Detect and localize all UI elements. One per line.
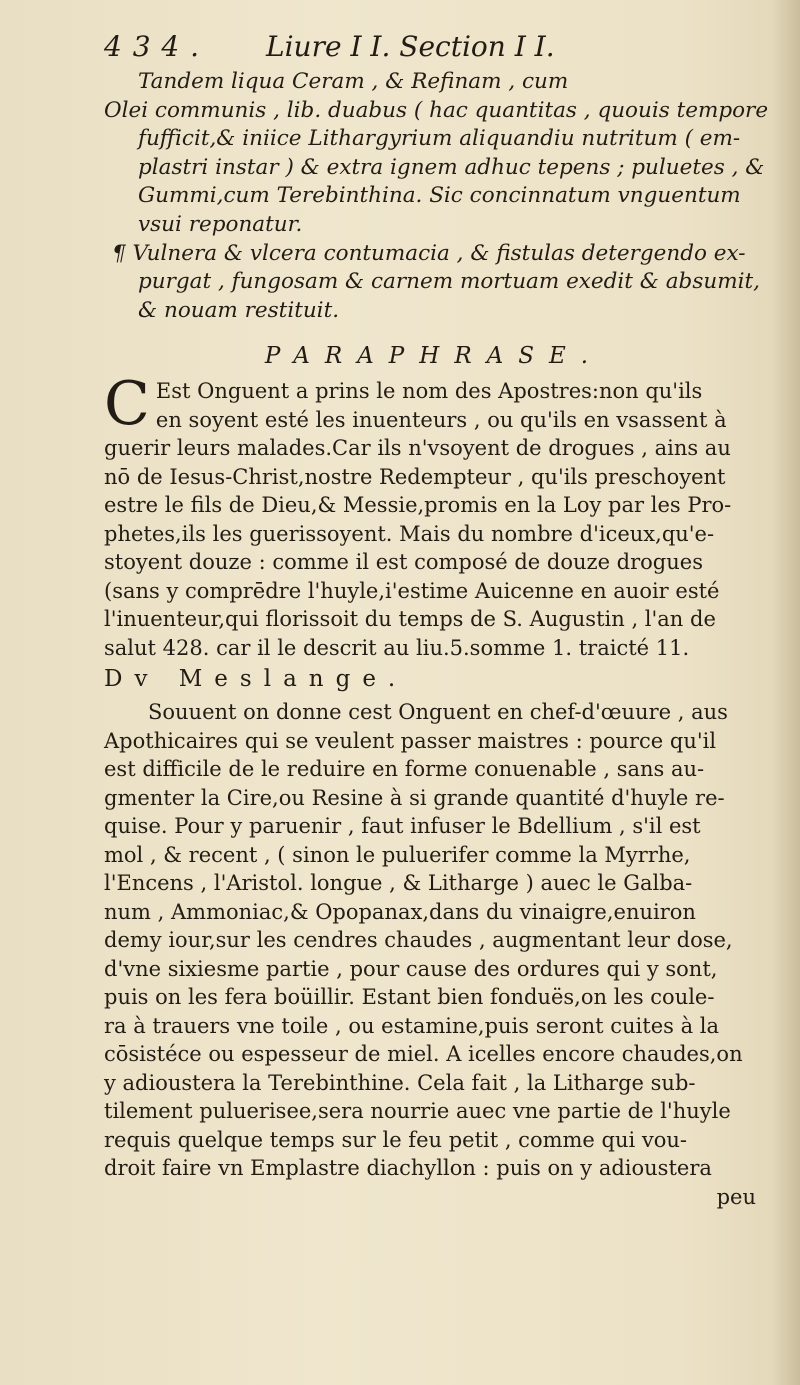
text-line: plastri instar ) & extra ignem adhuc tepens ; puluetes , & xyxy=(138,154,765,180)
text-line: puis on les fera boüillir. Estant bien fonduës,on les coule- xyxy=(104,985,715,1010)
text-line: purgat , fungosam & carnem mortuam exedit & absumit, xyxy=(138,269,760,295)
text-line: nō de Iesus-Christ,nostre Redempteur , qu'ils preschoyent xyxy=(104,464,726,489)
page-header xyxy=(104,30,764,66)
paraphrase-heading: PARAPHRASE. xyxy=(264,343,604,370)
text-line: mol , & recent , ( sinon le puluerifer comme la Myrrhe, xyxy=(104,842,691,867)
text-line: salut 428. car il le descrit au liu.5.somme 1. traicté 11. xyxy=(104,635,690,660)
page-content xyxy=(104,30,769,1211)
text-line: & nouam restituit. xyxy=(138,297,340,323)
text-line: guerir leurs malades.Car ils n'vsoyent de drogues , ains au xyxy=(104,436,731,461)
text-line: stoyent douze : comme il est composé de douze drogues xyxy=(104,550,703,575)
text-line: quise. Pour y paruenir , faut infuser le Bdellium , s'il est xyxy=(104,814,701,839)
text-line: l'inuenteur,qui florissoit du temps de S. Augustin , l'an de xyxy=(104,607,716,632)
text-line: requis quelque temps sur le feu petit , comme qui vou- xyxy=(104,1127,688,1152)
text-line: cōsistéce ou espesseur de miel. A icelles encore chaudes,on xyxy=(104,1042,743,1067)
text-line: (sans y comprēdre l'huyle,i'estime Auicenne en auoir esté xyxy=(104,578,720,603)
drop-cap: C xyxy=(104,369,150,440)
catchword: peu xyxy=(716,1184,756,1209)
text-line: Est Onguent a prins le nom des Apostres:non qu'ils xyxy=(155,379,703,404)
text-line: num , Ammoniac,& Opopanax,dans du vinaigre,enuiron xyxy=(104,899,696,924)
text-line: Apothicaires qui se veulent passer maistres : pource qu'il xyxy=(104,728,717,753)
text-line: tilement puluerisee,sera nourrie auec vne partie de l'huyle xyxy=(104,1099,731,1124)
text-line: droit faire vn Emplastre diachyllon : puis on y adioustera xyxy=(104,1156,712,1181)
text-line: fufficit,& iniice Lithargyrium aliquandiu nutritum ( em- xyxy=(138,126,741,152)
text-line: estre le fils de Dieu,& Messie,promis en la Loy par les Pro- xyxy=(104,493,732,518)
paraphrase-text xyxy=(104,369,764,662)
text-line: l'Encens , l'Aristol. longue , & Litharge ) auec le Galba- xyxy=(104,871,693,896)
text-line: ra à trauers vne toile , ou estamine,puis seront cuites à la xyxy=(104,1013,720,1038)
meslange-text xyxy=(104,698,764,1211)
text-line: gmenter la Cire,ou Resine à si grande quantité d'huyle re- xyxy=(104,785,725,810)
text-line: en soyent esté les inuenteurs , ou qu'ils en vsassent à xyxy=(155,407,727,432)
text-line: Tandem liqua Ceram , & Refinam , cum xyxy=(138,69,569,94)
text-line: Olei communis , lib. duabus ( hac quantitas , quouis tempore xyxy=(104,97,769,123)
text-line: Gummi,cum Terebinthina. Sic concinnatum vnguentum xyxy=(138,183,741,209)
latin-recipe-text xyxy=(104,68,769,325)
running-head: Liure I I. Section I I. xyxy=(266,30,555,63)
text-line: d'vne sixiesme partie , pour cause des ordures qui y sont, xyxy=(104,956,718,981)
text-line: vsui reponatur. xyxy=(138,211,303,237)
page-number: 4 3 4 . xyxy=(104,30,201,63)
text-line: y adioustera la Terebinthine. Cela fait , la Litharge sub- xyxy=(104,1070,696,1095)
text-line: Souuent on donne cest Onguent en chef-d'œuure , aus xyxy=(148,700,728,725)
meslange-heading: Dv Meslange. xyxy=(104,666,408,693)
text-line: demy iour,sur les cendres chaudes , augmentant leur dose, xyxy=(104,928,733,953)
text-line: est difficile de le reduire en forme conuenable , sans au- xyxy=(104,757,705,782)
text-line: ¶ Vulnera & vlcera contumacia , & fistulas detergendo ex- xyxy=(112,240,746,266)
page-edge-shadow xyxy=(772,0,800,1385)
text-line: phetes,ils les guerissoyent. Mais du nombre d'iceux,qu'e- xyxy=(104,521,715,546)
